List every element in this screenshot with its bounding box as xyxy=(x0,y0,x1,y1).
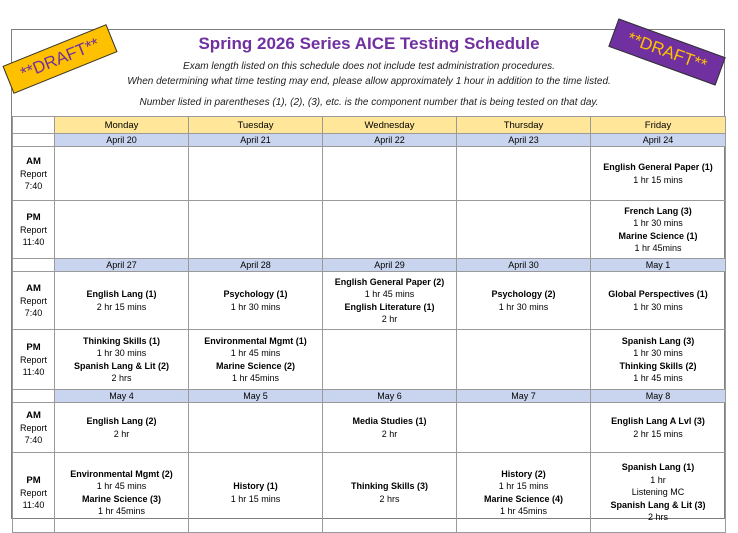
date-cell: April 30 xyxy=(457,259,591,272)
exam-name: Marine Science (2) xyxy=(215,360,296,371)
exam-cell xyxy=(457,453,591,533)
draft-stamp-right: **DRAFT** xyxy=(608,18,725,85)
date-row xyxy=(13,390,726,403)
exam-cell xyxy=(189,403,323,453)
exam-cell xyxy=(55,272,189,330)
pm-session-row xyxy=(13,201,726,259)
exam-duration: 1 hr 30 mins xyxy=(96,348,147,358)
day-header-row xyxy=(13,117,726,134)
exam-cell xyxy=(323,147,457,201)
note-end-time: When determining what time testing may end, please allow approximately 1 hour in addition to the time listed. xyxy=(127,76,611,87)
exam-cell xyxy=(591,201,726,259)
pm-session-row xyxy=(13,453,726,533)
exam-duration: 1 hr 15 mins xyxy=(230,493,281,504)
date-row-label xyxy=(13,134,55,147)
draft-stamp-left: **DRAFT** xyxy=(2,24,117,94)
exam-duration: 1 hr 15 mins xyxy=(498,481,549,491)
session-label xyxy=(13,403,55,453)
exam-cell xyxy=(323,201,457,259)
exam-name: Global Perspectives (1) xyxy=(608,289,708,299)
exam-cell xyxy=(189,330,323,390)
exam-duration: 2 hrs xyxy=(647,512,668,523)
exam-name: Marine Science (3) xyxy=(81,493,162,504)
exam-name: English Lang (2) xyxy=(86,416,157,426)
session-time: 7:40 xyxy=(24,308,43,318)
exam-duration: 1 hr 45mins xyxy=(634,243,682,253)
session-label xyxy=(13,330,55,390)
am-session-row xyxy=(13,147,726,201)
date-cell: April 29 xyxy=(323,259,457,272)
date-row xyxy=(13,259,726,272)
date-row-label xyxy=(13,259,55,272)
exam-duration: 1 hr 30 mins xyxy=(230,301,281,312)
day-header-friday: Friday xyxy=(591,117,726,134)
date-cell: April 24 xyxy=(591,134,726,147)
exam-duration: 2 hr 15 mins xyxy=(96,301,147,312)
exam-name: Media Studies (1) xyxy=(352,416,427,426)
exam-duration: 1 hr 30 mins xyxy=(498,301,549,312)
session-name: AM xyxy=(26,283,41,294)
day-header-wednesday: Wednesday xyxy=(323,117,457,134)
exam-cell xyxy=(457,330,591,390)
exam-duration: 2 hr 15 mins xyxy=(633,428,683,439)
day-header-tuesday: Tuesday xyxy=(189,117,323,134)
exam-duration: 2 hrs xyxy=(111,373,132,383)
exam-name: English Lang A Lvl (3) xyxy=(611,416,705,426)
exam-cell xyxy=(323,453,457,533)
date-cell: May 5 xyxy=(189,390,323,403)
exam-name: Environmental Mgmt (1) xyxy=(204,335,307,346)
date-cell: May 6 xyxy=(323,390,457,403)
exam-duration: 1 hr 45mins xyxy=(499,506,548,516)
exam-cell xyxy=(323,330,457,390)
session-report: Report xyxy=(19,169,47,179)
session-time: 7:40 xyxy=(24,181,43,191)
session-report: Report xyxy=(19,488,47,498)
exam-cell xyxy=(323,403,457,453)
schedule-table xyxy=(12,116,726,533)
session-time: 11:40 xyxy=(22,500,45,510)
session-name: PM xyxy=(26,475,41,486)
exam-duration: 1 hr 45 mins xyxy=(633,373,683,383)
note-exam-length: Exam length listed on this schedule does not include test administration procedures. xyxy=(183,61,555,72)
date-cell: April 23 xyxy=(457,134,591,147)
session-label xyxy=(13,201,55,259)
date-cell: May 4 xyxy=(55,390,189,403)
exam-duration: 2 hr xyxy=(113,428,130,439)
date-cell: May 8 xyxy=(591,390,726,403)
exam-duration: 1 hr 30 mins xyxy=(633,301,683,312)
exam-duration: 2 hr xyxy=(381,428,398,439)
exam-duration: 1 hr xyxy=(650,474,666,485)
exam-name: Spanish Lang (1) xyxy=(621,462,695,473)
date-row xyxy=(13,134,726,147)
session-report: Report xyxy=(19,423,47,433)
exam-cell xyxy=(591,403,726,453)
exam-name: Thinking Skills (3) xyxy=(350,481,428,491)
exam-duration: Listening MC xyxy=(631,487,685,498)
exam-name: French Lang (3) xyxy=(624,205,692,216)
exam-cell xyxy=(189,201,323,259)
exam-cell xyxy=(323,272,457,330)
exam-duration: 1 hr 45mins xyxy=(97,506,146,516)
exam-name: English General Paper (2) xyxy=(334,276,445,287)
exam-name: English Lang (1) xyxy=(86,289,157,299)
exam-duration: 1 hr 30 mins xyxy=(633,218,683,228)
exam-name: Psychology (2) xyxy=(491,289,556,299)
session-time: 11:40 xyxy=(22,367,45,377)
exam-cell xyxy=(457,403,591,453)
session-label xyxy=(13,272,55,330)
exam-name: History (1) xyxy=(233,481,278,491)
exam-name: Marine Science (1) xyxy=(618,230,698,241)
exam-duration: 1 hr 45mins xyxy=(231,373,280,383)
exam-name: History (2) xyxy=(501,468,546,479)
session-report: Report xyxy=(19,296,47,306)
session-time: 7:40 xyxy=(24,435,43,445)
session-report: Report xyxy=(19,225,47,235)
exam-name: Environmental Mgmt (2) xyxy=(70,468,173,479)
exam-duration: 2 hrs xyxy=(379,493,400,504)
date-cell: April 22 xyxy=(323,134,457,147)
page-title: Spring 2026 Series AICE Testing Schedule xyxy=(198,34,540,53)
exam-cell xyxy=(591,147,726,201)
exam-cell xyxy=(591,453,726,533)
pm-session-row xyxy=(13,330,726,390)
session-time: 11:40 xyxy=(22,237,45,247)
exam-name: Spanish Lang (3) xyxy=(621,335,695,346)
session-label xyxy=(13,147,55,201)
exam-cell xyxy=(591,272,726,330)
exam-cell xyxy=(189,272,323,330)
date-cell: April 27 xyxy=(55,259,189,272)
exam-name: Spanish Lang & Lit (3) xyxy=(610,499,706,510)
session-name: AM xyxy=(26,156,41,167)
note-component-number: Number listed in parentheses (1), (2), (3), etc. is the component number that is being tested on that day. xyxy=(139,97,599,108)
day-header-thursday: Thursday xyxy=(457,117,591,134)
date-cell: April 21 xyxy=(189,134,323,147)
exam-duration: 1 hr 45 mins xyxy=(230,348,281,358)
exam-cell xyxy=(55,330,189,390)
exam-cell xyxy=(591,330,726,390)
exam-name: Psychology (1) xyxy=(223,289,288,299)
corner-cell xyxy=(13,117,55,134)
exam-duration: 2 hr xyxy=(381,314,398,324)
date-cell: April 20 xyxy=(55,134,189,147)
am-session-row xyxy=(13,403,726,453)
exam-cell xyxy=(55,147,189,201)
exam-cell xyxy=(55,403,189,453)
day-header-monday: Monday xyxy=(55,117,189,134)
session-name: PM xyxy=(26,212,41,223)
exam-duration: 1 hr 45 mins xyxy=(96,481,147,491)
session-name: AM xyxy=(26,410,41,421)
exam-cell xyxy=(457,272,591,330)
date-cell: May 7 xyxy=(457,390,591,403)
session-label xyxy=(13,453,55,533)
session-report: Report xyxy=(19,355,47,365)
exam-duration: 1 hr 15 mins xyxy=(633,174,683,185)
date-row-label xyxy=(13,390,55,403)
date-cell: April 28 xyxy=(189,259,323,272)
exam-duration: 1 hr 30 mins xyxy=(633,348,683,358)
exam-cell xyxy=(55,453,189,533)
exam-cell xyxy=(189,147,323,201)
exam-duration: 1 hr 45 mins xyxy=(364,289,415,299)
session-name: PM xyxy=(26,342,41,353)
exam-cell xyxy=(457,201,591,259)
exam-name: Thinking Skills (1) xyxy=(82,335,160,346)
exam-name: Spanish Lang & Lit (2) xyxy=(73,360,169,371)
exam-name: Thinking Skills (2) xyxy=(619,360,697,371)
date-cell: May 1 xyxy=(591,259,726,272)
exam-name: Marine Science (4) xyxy=(483,493,564,504)
exam-name: English Literature (1) xyxy=(344,301,435,312)
exam-cell xyxy=(189,453,323,533)
am-session-row xyxy=(13,272,726,330)
exam-cell xyxy=(55,201,189,259)
exam-name: English General Paper (1) xyxy=(603,162,713,172)
exam-cell xyxy=(457,147,591,201)
